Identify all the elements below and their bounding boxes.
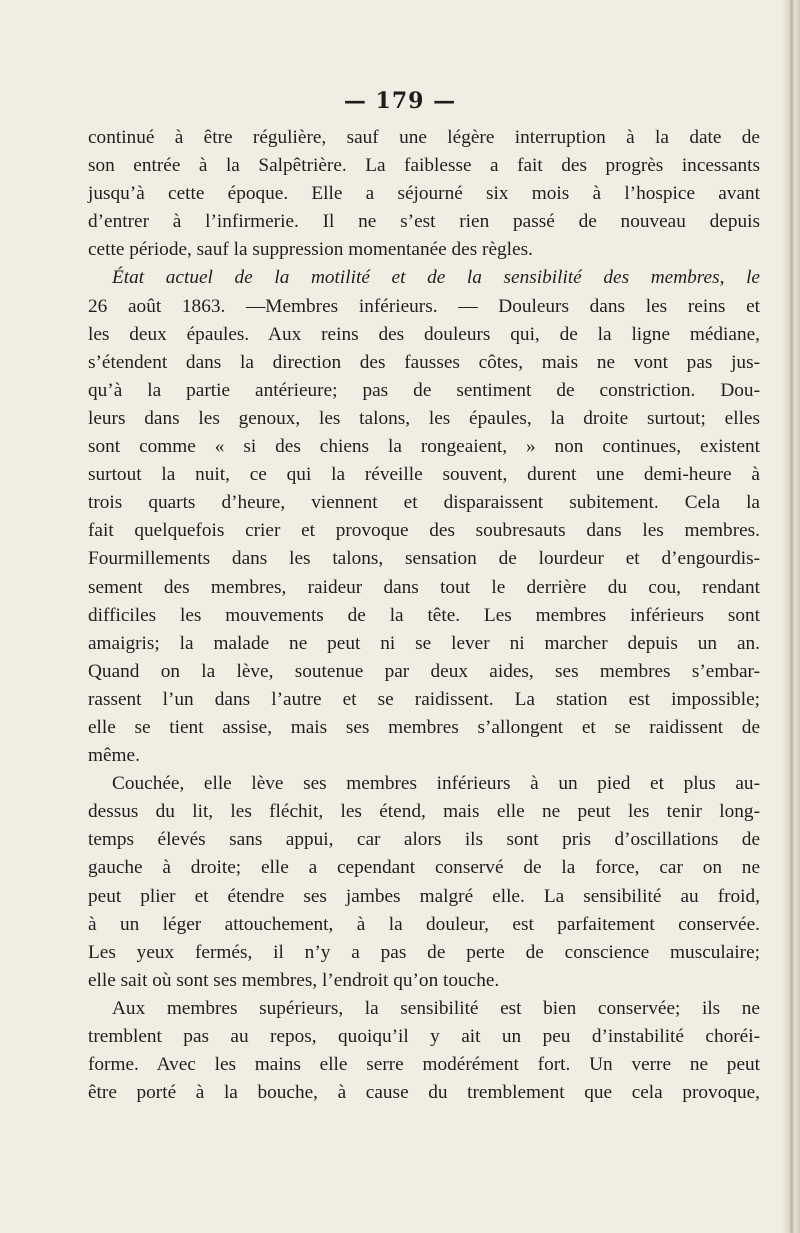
text-line: être porté à la bouche, à cause du tremblement que cela provoque, xyxy=(88,1082,760,1104)
text-line: fait quelquefois crier et provoque des soubresauts dans les membres. xyxy=(88,520,760,542)
text-line: gauche à droite; elle a cependant conservé de la force, car on ne xyxy=(88,857,760,879)
text-line: temps élevés sans appui, car alors ils sont pris d’oscillations de xyxy=(88,829,760,851)
text-line: jusqu’à cette époque. Elle a séjourné six mois à l’hospice avant xyxy=(88,183,760,205)
text-line: elle se tient assise, mais ses membres s’allongent et se raidissent de xyxy=(88,716,760,738)
text-line: rassent l’un dans l’autre et se raidissent. La station est impossible; xyxy=(88,688,760,710)
text-line: s’étendent dans la direction des fausses côtes, mais ne vont pas jus- xyxy=(88,351,760,373)
text-line: difficiles les mouvements de la tête. Les membres inférieurs sont xyxy=(88,604,760,626)
text-line: à un léger attouchement, à la douleur, est parfaitement conservée. xyxy=(88,913,760,935)
text-line: trois quarts d’heure, viennent et disparaissent subitement. Cela la xyxy=(88,492,760,514)
text-line: Couchée, elle lève ses membres inférieurs à un pied et plus au- xyxy=(112,773,760,795)
text-line: Aux membres supérieurs, la sensibilité est bien conservée; ils ne xyxy=(112,997,760,1019)
text-line: Quand on la lève, soutenue par deux aides, ses membres s’embar- xyxy=(88,660,760,682)
text-line: qu’à la partie antérieure; pas de sentiment de constriction. Dou- xyxy=(88,379,760,401)
page-number: — 179 — xyxy=(343,88,457,114)
text-line: cette période, sauf la suppression momentanée des règles. xyxy=(88,239,533,261)
text-line: même. xyxy=(88,745,140,767)
text-line: leurs dans les genoux, les talons, les épaules, la droite surtout; elles xyxy=(88,407,760,429)
text-line: continué à être régulière, sauf une légère interruption à la date de xyxy=(88,127,760,148)
text-line: 26 août 1863. —Membres inférieurs. — Douleurs dans les reins et xyxy=(88,295,760,317)
page-edge-shadow xyxy=(782,0,800,1233)
text-line: tremblent pas au repos, quoiqu’il y ait un peu d’instabilité choréi- xyxy=(88,1026,760,1047)
text-line: sement des membres, raideur dans tout le derrière du cou, rendant xyxy=(88,576,760,598)
text-line: sont comme « si des chiens la rongeaient, » non continues, existent xyxy=(88,436,760,458)
body-text xyxy=(88,124,760,1107)
text-line: les deux épaules. Aux reins des douleurs qui, de la ligne médiane, xyxy=(88,323,760,345)
text-line: dessus du lit, les fléchit, les étend, mais elle ne peut les tenir long- xyxy=(88,801,760,823)
text-line: d’entrer à l’infirmerie. Il ne s’est rien passé de nouveau depuis xyxy=(88,211,760,233)
text-line: son entrée à la Salpêtrière. La faiblesse a fait des progrès incessants xyxy=(88,155,760,177)
text-line: amaigris; la malade ne peut ni se lever ni marcher depuis un an. xyxy=(88,632,760,654)
text-line: forme. Avec les mains elle serre modérément fort. Un verre ne peut xyxy=(88,1054,760,1076)
text-line: État actuel de la motilité et de la sensibilité des membres, le xyxy=(112,267,760,289)
text-line: surtout la nuit, ce qui la réveille souvent, durent une demi-heure à xyxy=(88,464,760,486)
text-line: Les yeux fermés, il n’y a pas de perte de conscience musculaire; xyxy=(88,941,760,963)
text-line: elle sait où sont ses membres, l’endroit qu’on touche. xyxy=(88,969,500,991)
text-line: Fourmillements dans les talons, sensation de lourdeur et d’engourdis- xyxy=(88,548,760,570)
text-line: peut plier et étendre ses jambes malgré elle. La sensibilité au froid, xyxy=(88,885,760,907)
